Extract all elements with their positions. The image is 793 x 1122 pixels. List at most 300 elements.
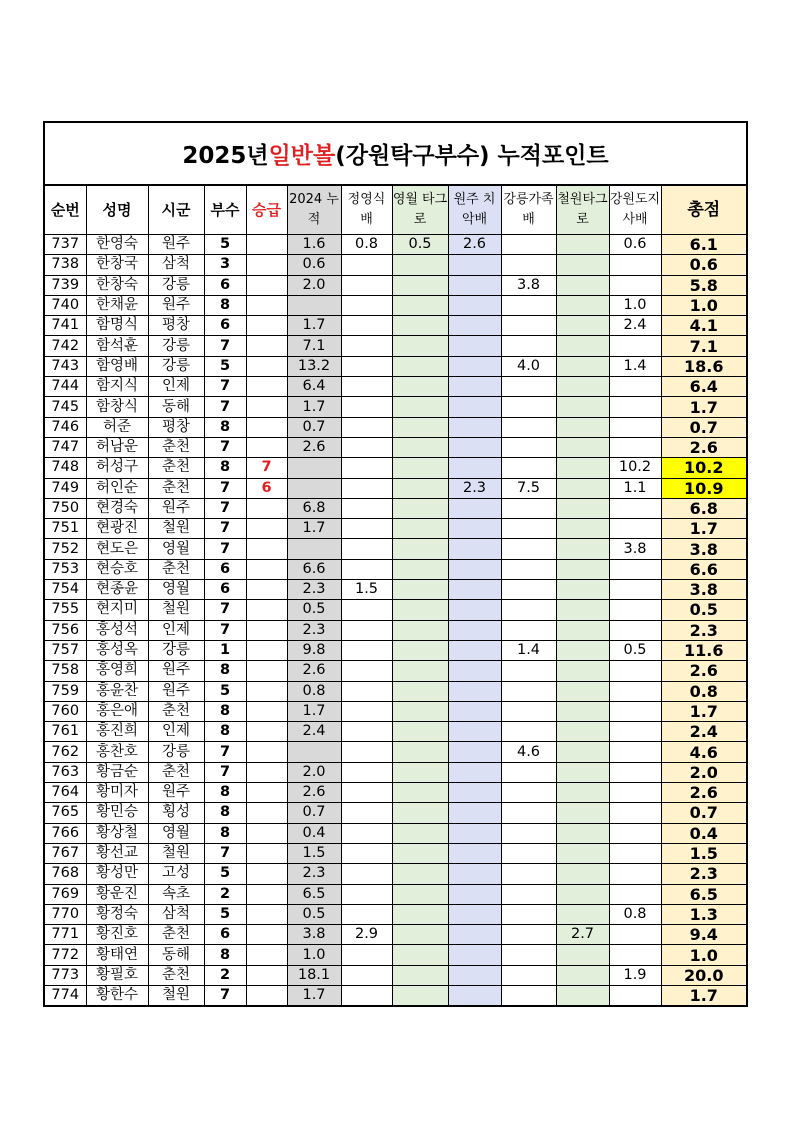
cell-name: 현지미 <box>86 600 148 620</box>
cell-total: 2.6 <box>661 661 746 681</box>
cell-cumulative-2024: 0.7 <box>287 803 341 823</box>
cell-jeongyeongsik <box>341 437 392 457</box>
cell-cumulative-2024 <box>287 742 341 762</box>
cell-total: 6.1 <box>661 235 746 255</box>
cell-jeongyeongsik <box>341 722 392 742</box>
cell-city: 평창 <box>148 316 204 336</box>
cell-city: 원주 <box>148 295 204 315</box>
cell-gangneung-family <box>501 580 556 600</box>
cell-total: 2.0 <box>661 762 746 782</box>
cell-promotion <box>246 884 287 904</box>
cell-gangneung-family <box>501 620 556 640</box>
cell-cheorwon-tagro <box>556 559 609 579</box>
cell-gangwon-governor <box>609 783 661 803</box>
cell-division: 7 <box>204 377 246 397</box>
cell-cumulative-2024: 0.8 <box>287 681 341 701</box>
cell-wonju-chiak <box>448 580 501 600</box>
table-row <box>45 661 746 681</box>
cell-name: 허성구 <box>86 458 148 478</box>
cell-yeongwol-tagro <box>392 559 448 579</box>
cell-no: 757 <box>45 640 86 660</box>
cell-jeongyeongsik <box>341 377 392 397</box>
cell-city: 철원 <box>148 985 204 1005</box>
header-cheorwon-tagro: 철원타그로 <box>556 186 609 235</box>
cell-wonju-chiak <box>448 701 501 721</box>
cell-no: 769 <box>45 884 86 904</box>
cell-cheorwon-tagro <box>556 985 609 1005</box>
cell-division: 5 <box>204 235 246 255</box>
cell-yeongwol-tagro <box>392 884 448 904</box>
cell-jeongyeongsik <box>341 417 392 437</box>
cell-gangneung-family <box>501 864 556 884</box>
cell-cumulative-2024: 2.6 <box>287 437 341 457</box>
cell-division: 8 <box>204 458 246 478</box>
cell-gangneung-family <box>501 316 556 336</box>
cell-cumulative-2024: 2.3 <box>287 580 341 600</box>
cell-wonju-chiak <box>448 803 501 823</box>
cell-division: 8 <box>204 661 246 681</box>
cell-jeongyeongsik <box>341 519 392 539</box>
cell-cumulative-2024: 0.5 <box>287 904 341 924</box>
cell-city: 영월 <box>148 580 204 600</box>
cell-cumulative-2024: 2.3 <box>287 864 341 884</box>
cell-wonju-chiak <box>448 843 501 863</box>
cell-division: 5 <box>204 681 246 701</box>
cell-yeongwol-tagro <box>392 843 448 863</box>
cell-wonju-chiak <box>448 783 501 803</box>
cell-name: 황필호 <box>86 965 148 985</box>
table-row <box>45 925 746 945</box>
cell-yeongwol-tagro: 0.5 <box>392 235 448 255</box>
cell-gangwon-governor <box>609 803 661 823</box>
cell-city: 영월 <box>148 823 204 843</box>
cell-city: 원주 <box>148 498 204 518</box>
cell-city: 철원 <box>148 519 204 539</box>
cell-promotion <box>246 985 287 1005</box>
cell-no: 773 <box>45 965 86 985</box>
cell-city: 원주 <box>148 661 204 681</box>
cell-gangwon-governor <box>609 945 661 965</box>
cell-cheorwon-tagro <box>556 843 609 863</box>
cell-promotion <box>246 945 287 965</box>
table-row <box>45 783 746 803</box>
cell-city: 원주 <box>148 235 204 255</box>
table-row <box>45 823 746 843</box>
cell-gangneung-family <box>501 681 556 701</box>
cell-yeongwol-tagro <box>392 316 448 336</box>
cell-cheorwon-tagro <box>556 295 609 315</box>
cell-division: 2 <box>204 965 246 985</box>
cell-jeongyeongsik <box>341 255 392 275</box>
cell-city: 강릉 <box>148 640 204 660</box>
cell-city: 원주 <box>148 783 204 803</box>
cell-no: 745 <box>45 397 86 417</box>
cell-gangwon-governor: 2.4 <box>609 316 661 336</box>
cell-wonju-chiak <box>448 498 501 518</box>
cell-yeongwol-tagro <box>392 458 448 478</box>
cell-cumulative-2024: 1.7 <box>287 701 341 721</box>
cell-gangneung-family <box>501 823 556 843</box>
cell-gangwon-governor: 1.1 <box>609 478 661 498</box>
cell-cumulative-2024: 2.6 <box>287 783 341 803</box>
cell-total: 5.8 <box>661 275 746 295</box>
cell-division: 7 <box>204 519 246 539</box>
cell-name: 한창숙 <box>86 275 148 295</box>
cell-yeongwol-tagro <box>392 823 448 843</box>
cell-gangneung-family <box>501 925 556 945</box>
cell-division: 7 <box>204 843 246 863</box>
cell-division: 6 <box>204 316 246 336</box>
cell-cumulative-2024 <box>287 539 341 559</box>
cell-gangneung-family <box>501 985 556 1005</box>
cell-promotion <box>246 640 287 660</box>
cell-gangwon-governor <box>609 681 661 701</box>
cell-total: 2.4 <box>661 722 746 742</box>
cell-no: 753 <box>45 559 86 579</box>
header-row <box>45 186 746 235</box>
cell-promotion <box>246 803 287 823</box>
cell-cheorwon-tagro <box>556 803 609 823</box>
table-row <box>45 478 746 498</box>
cell-division: 5 <box>204 864 246 884</box>
cell-gangneung-family <box>501 539 556 559</box>
cell-division: 7 <box>204 397 246 417</box>
cell-total: 18.6 <box>661 356 746 376</box>
cell-wonju-chiak <box>448 965 501 985</box>
cell-cheorwon-tagro <box>556 397 609 417</box>
cell-cheorwon-tagro: 2.7 <box>556 925 609 945</box>
cell-name: 황민승 <box>86 803 148 823</box>
cell-no: 747 <box>45 437 86 457</box>
cell-gangwon-governor: 0.5 <box>609 640 661 660</box>
cell-cheorwon-tagro <box>556 620 609 640</box>
cell-no: 740 <box>45 295 86 315</box>
cell-name: 허남운 <box>86 437 148 457</box>
cell-jeongyeongsik: 2.9 <box>341 925 392 945</box>
cell-promotion <box>246 742 287 762</box>
cell-cumulative-2024: 2.0 <box>287 762 341 782</box>
cell-gangneung-family <box>501 458 556 478</box>
table-row <box>45 336 746 356</box>
cell-yeongwol-tagro <box>392 397 448 417</box>
cell-total: 0.5 <box>661 600 746 620</box>
cell-jeongyeongsik <box>341 275 392 295</box>
cell-jeongyeongsik <box>341 783 392 803</box>
cell-gangwon-governor <box>609 397 661 417</box>
cell-promotion <box>246 620 287 640</box>
cell-name: 허인순 <box>86 478 148 498</box>
cell-gangwon-governor <box>609 864 661 884</box>
cell-division: 8 <box>204 945 246 965</box>
cell-total: 3.8 <box>661 539 746 559</box>
cell-jeongyeongsik <box>341 640 392 660</box>
cell-name: 황한수 <box>86 985 148 1005</box>
cell-promotion <box>246 336 287 356</box>
cell-total: 6.5 <box>661 884 746 904</box>
header-gangneung-family: 강릉가족배 <box>501 186 556 235</box>
cell-division: 8 <box>204 417 246 437</box>
cell-jeongyeongsik <box>341 559 392 579</box>
cell-wonju-chiak <box>448 742 501 762</box>
cell-promotion <box>246 783 287 803</box>
cell-cumulative-2024: 18.1 <box>287 965 341 985</box>
cell-yeongwol-tagro <box>392 336 448 356</box>
cell-total: 4.6 <box>661 742 746 762</box>
cell-yeongwol-tagro <box>392 539 448 559</box>
cell-no: 774 <box>45 985 86 1005</box>
cell-gangwon-governor: 10.2 <box>609 458 661 478</box>
cell-division: 7 <box>204 336 246 356</box>
cell-gangwon-governor <box>609 985 661 1005</box>
cell-division: 8 <box>204 701 246 721</box>
cell-name: 허준 <box>86 417 148 437</box>
cell-gangneung-family <box>501 519 556 539</box>
cell-cumulative-2024: 1.5 <box>287 843 341 863</box>
cell-wonju-chiak <box>448 417 501 437</box>
cell-gangneung-family <box>501 661 556 681</box>
cell-wonju-chiak <box>448 864 501 884</box>
cell-cheorwon-tagro <box>556 478 609 498</box>
cell-yeongwol-tagro <box>392 275 448 295</box>
cell-yeongwol-tagro <box>392 478 448 498</box>
cell-division: 7 <box>204 498 246 518</box>
cell-no: 759 <box>45 681 86 701</box>
cell-total: 0.7 <box>661 803 746 823</box>
cell-cheorwon-tagro <box>556 539 609 559</box>
cell-division: 7 <box>204 742 246 762</box>
cell-total: 0.4 <box>661 823 746 843</box>
cell-cheorwon-tagro <box>556 945 609 965</box>
cell-jeongyeongsik <box>341 701 392 721</box>
cell-wonju-chiak <box>448 985 501 1005</box>
cell-jeongyeongsik <box>341 965 392 985</box>
cell-gangwon-governor <box>609 600 661 620</box>
cell-gangwon-governor: 1.4 <box>609 356 661 376</box>
cell-division: 5 <box>204 356 246 376</box>
cell-yeongwol-tagro <box>392 498 448 518</box>
cell-promotion <box>246 823 287 843</box>
cell-promotion <box>246 681 287 701</box>
cell-cheorwon-tagro <box>556 255 609 275</box>
cell-total: 6.6 <box>661 559 746 579</box>
cell-no: 764 <box>45 783 86 803</box>
table-row <box>45 397 746 417</box>
cell-wonju-chiak <box>448 255 501 275</box>
cell-division: 5 <box>204 904 246 924</box>
cell-total: 1.7 <box>661 519 746 539</box>
cell-cheorwon-tagro <box>556 600 609 620</box>
cell-jeongyeongsik: 0.8 <box>341 235 392 255</box>
cell-gangneung-family <box>501 498 556 518</box>
cell-yeongwol-tagro <box>392 965 448 985</box>
cell-promotion <box>246 843 287 863</box>
cell-cheorwon-tagro <box>556 722 609 742</box>
cell-no: 772 <box>45 945 86 965</box>
cell-cumulative-2024: 2.0 <box>287 275 341 295</box>
cell-no: 752 <box>45 539 86 559</box>
cell-name: 황금순 <box>86 762 148 782</box>
cell-promotion: 7 <box>246 458 287 478</box>
table-row <box>45 985 746 1005</box>
cell-wonju-chiak: 2.6 <box>448 235 501 255</box>
cell-jeongyeongsik <box>341 539 392 559</box>
cell-gangneung-family <box>501 255 556 275</box>
cell-promotion <box>246 356 287 376</box>
cell-jeongyeongsik <box>341 316 392 336</box>
cell-jeongyeongsik <box>341 498 392 518</box>
cell-total: 1.7 <box>661 397 746 417</box>
cell-jeongyeongsik <box>341 945 392 965</box>
cell-promotion <box>246 316 287 336</box>
cell-gangwon-governor <box>609 843 661 863</box>
cell-city: 춘천 <box>148 437 204 457</box>
cell-gangneung-family <box>501 559 556 579</box>
cell-cumulative-2024: 1.6 <box>287 235 341 255</box>
cell-yeongwol-tagro <box>392 580 448 600</box>
cell-wonju-chiak <box>448 681 501 701</box>
cell-city: 강릉 <box>148 356 204 376</box>
cell-wonju-chiak <box>448 640 501 660</box>
cell-cumulative-2024: 0.7 <box>287 417 341 437</box>
cell-city: 춘천 <box>148 925 204 945</box>
table-row <box>45 904 746 924</box>
cell-cumulative-2024: 9.8 <box>287 640 341 660</box>
cell-name: 황진호 <box>86 925 148 945</box>
table-row <box>45 498 746 518</box>
cell-no: 762 <box>45 742 86 762</box>
cell-gangneung-family <box>501 803 556 823</box>
cell-name: 홍영희 <box>86 661 148 681</box>
cell-cumulative-2024: 1.7 <box>287 519 341 539</box>
cell-cumulative-2024 <box>287 458 341 478</box>
cell-division: 8 <box>204 803 246 823</box>
cell-total: 20.0 <box>661 965 746 985</box>
cell-division: 6 <box>204 580 246 600</box>
cell-gangneung-family <box>501 377 556 397</box>
header-promotion: 승급 <box>246 186 287 235</box>
cell-gangneung-family <box>501 965 556 985</box>
cell-gangwon-governor <box>609 925 661 945</box>
table-row <box>45 458 746 478</box>
cell-jeongyeongsik <box>341 620 392 640</box>
cell-division: 3 <box>204 255 246 275</box>
cell-yeongwol-tagro <box>392 255 448 275</box>
cell-city: 춘천 <box>148 701 204 721</box>
cell-gangwon-governor <box>609 336 661 356</box>
cell-wonju-chiak <box>448 600 501 620</box>
cell-no: 738 <box>45 255 86 275</box>
points-sheet <box>43 121 748 1007</box>
cell-gangwon-governor <box>609 377 661 397</box>
cell-total: 1.3 <box>661 904 746 924</box>
cell-division: 7 <box>204 600 246 620</box>
cell-wonju-chiak <box>448 661 501 681</box>
cell-gangwon-governor: 3.8 <box>609 539 661 559</box>
cell-promotion <box>246 437 287 457</box>
cell-name: 함영배 <box>86 356 148 376</box>
cell-division: 7 <box>204 478 246 498</box>
cell-name: 황성만 <box>86 864 148 884</box>
cell-gangwon-governor <box>609 884 661 904</box>
cell-jeongyeongsik <box>341 600 392 620</box>
cell-gangwon-governor <box>609 701 661 721</box>
cell-cumulative-2024: 0.4 <box>287 823 341 843</box>
cell-city: 춘천 <box>148 965 204 985</box>
table-row <box>45 275 746 295</box>
title-suffix: (강원탁구부수) 누적포인트 <box>335 143 609 169</box>
table-row <box>45 539 746 559</box>
cell-gangwon-governor <box>609 417 661 437</box>
cell-gangwon-governor <box>609 620 661 640</box>
cell-name: 홍은애 <box>86 701 148 721</box>
cell-cheorwon-tagro <box>556 437 609 457</box>
cell-division: 8 <box>204 823 246 843</box>
cell-no: 739 <box>45 275 86 295</box>
cell-no: 756 <box>45 620 86 640</box>
cell-gangneung-family <box>501 417 556 437</box>
table-row <box>45 235 746 255</box>
cell-total: 1.0 <box>661 295 746 315</box>
cell-name: 황상철 <box>86 823 148 843</box>
cell-city: 고성 <box>148 864 204 884</box>
cell-no: 748 <box>45 458 86 478</box>
table-row <box>45 965 746 985</box>
cell-cheorwon-tagro <box>556 640 609 660</box>
header-division: 부수 <box>204 186 246 235</box>
cell-promotion <box>246 762 287 782</box>
cell-wonju-chiak <box>448 316 501 336</box>
cell-yeongwol-tagro <box>392 356 448 376</box>
cell-city: 동해 <box>148 945 204 965</box>
cell-cheorwon-tagro <box>556 701 609 721</box>
cell-no: 744 <box>45 377 86 397</box>
cell-name: 현광진 <box>86 519 148 539</box>
table-row <box>45 437 746 457</box>
cell-total: 2.6 <box>661 437 746 457</box>
table-row <box>45 316 746 336</box>
cell-cheorwon-tagro <box>556 235 609 255</box>
cell-yeongwol-tagro <box>392 519 448 539</box>
cell-cheorwon-tagro <box>556 336 609 356</box>
cell-cheorwon-tagro <box>556 661 609 681</box>
cell-gangwon-governor <box>609 437 661 457</box>
cell-yeongwol-tagro <box>392 742 448 762</box>
cell-name: 현도은 <box>86 539 148 559</box>
cell-gangneung-family: 4.6 <box>501 742 556 762</box>
cell-name: 황미자 <box>86 783 148 803</box>
cell-gangwon-governor <box>609 255 661 275</box>
cell-gangneung-family <box>501 235 556 255</box>
cell-name: 홍성석 <box>86 620 148 640</box>
cell-gangwon-governor: 1.0 <box>609 295 661 315</box>
cell-name: 현승호 <box>86 559 148 579</box>
cell-cheorwon-tagro <box>556 316 609 336</box>
cell-yeongwol-tagro <box>392 640 448 660</box>
cell-division: 7 <box>204 437 246 457</box>
cell-promotion <box>246 661 287 681</box>
cell-gangwon-governor <box>609 498 661 518</box>
cell-cheorwon-tagro <box>556 681 609 701</box>
cell-total: 3.8 <box>661 580 746 600</box>
cell-no: 758 <box>45 661 86 681</box>
table-row <box>45 884 746 904</box>
cell-jeongyeongsik <box>341 458 392 478</box>
cell-name: 함창식 <box>86 397 148 417</box>
cell-total: 0.6 <box>661 255 746 275</box>
cell-cheorwon-tagro <box>556 580 609 600</box>
cell-cumulative-2024: 13.2 <box>287 356 341 376</box>
cell-jeongyeongsik <box>341 397 392 417</box>
